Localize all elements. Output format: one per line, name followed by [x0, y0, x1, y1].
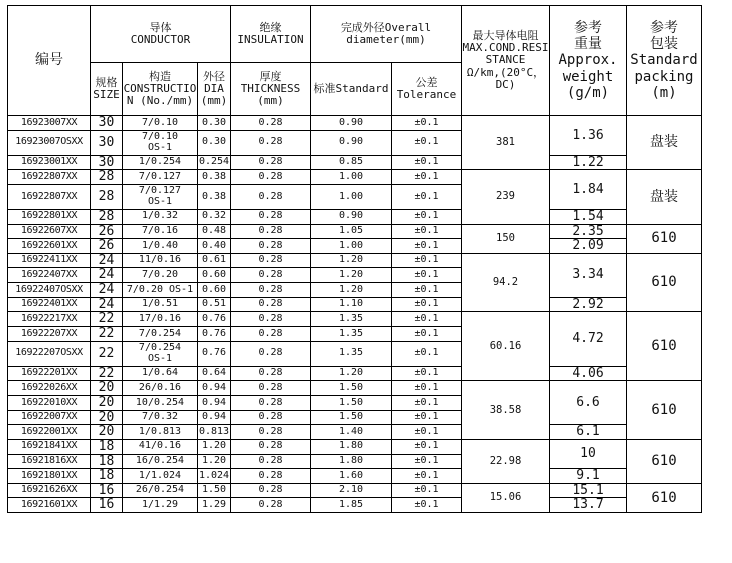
cell-code: 16922010XX — [8, 395, 91, 410]
cell-size: 18 — [91, 454, 123, 469]
cell-code: 16922217XX — [8, 312, 91, 327]
cell-code: 16923007OSXX — [8, 130, 91, 155]
cell-standard: 1.00 — [311, 184, 392, 209]
cell-code: 16922807XX — [8, 170, 91, 185]
cell-size: 24 — [91, 268, 123, 283]
cell-dia: 0.61 — [198, 253, 231, 268]
table-row — [8, 381, 702, 396]
cell-weight: 2.92 — [550, 297, 627, 312]
cell-construction: 7/0.254 — [123, 327, 198, 342]
cell-weight: 13.7 — [550, 498, 627, 513]
header-dia: 外径 DIA (mm) — [198, 63, 231, 116]
cell-size: 20 — [91, 425, 123, 440]
cell-code: 16921841XX — [8, 439, 91, 454]
cell-standard: 1.20 — [311, 366, 392, 381]
cell-size: 18 — [91, 469, 123, 484]
cell-resistance: 381 — [462, 116, 550, 170]
cell-construction: 7/0.10 OS-1 — [123, 130, 198, 155]
cell-weight: 9.1 — [550, 469, 627, 484]
cell-construction: 7/0.127 — [123, 170, 198, 185]
table-row — [8, 209, 702, 224]
cell-tolerance: ±0.1 — [392, 469, 462, 484]
cell-standard: 1.85 — [311, 498, 392, 513]
cell-code: 16923007XX — [8, 116, 91, 131]
cell-code: 16922026XX — [8, 381, 91, 396]
cell-size: 26 — [91, 239, 123, 254]
header-code: 编号 — [8, 6, 91, 116]
cell-weight: 6.6 — [550, 381, 627, 425]
cell-code: 16922601XX — [8, 239, 91, 254]
cell-packing: 610 — [627, 253, 702, 312]
cell-tolerance: ±0.1 — [392, 184, 462, 209]
cell-tolerance: ±0.1 — [392, 130, 462, 155]
cell-dia: 0.40 — [198, 239, 231, 254]
cell-weight: 1.36 — [550, 116, 627, 156]
cell-size: 16 — [91, 483, 123, 498]
cell-weight: 1.84 — [550, 170, 627, 210]
cell-standard: 1.35 — [311, 327, 392, 342]
table-row — [8, 224, 702, 239]
cell-tolerance: ±0.1 — [392, 439, 462, 454]
cell-dia: 1.20 — [198, 439, 231, 454]
cell-thickness: 0.28 — [231, 209, 311, 224]
cell-tolerance: ±0.1 — [392, 395, 462, 410]
cell-resistance: 239 — [462, 170, 550, 224]
cell-size: 30 — [91, 116, 123, 131]
cell-standard: 1.35 — [311, 312, 392, 327]
cell-dia: 0.254 — [198, 155, 231, 170]
cell-size: 20 — [91, 381, 123, 396]
cell-tolerance: ±0.1 — [392, 425, 462, 440]
cell-dia: 0.32 — [198, 209, 231, 224]
cell-dia: 1.20 — [198, 454, 231, 469]
cell-standard: 1.05 — [311, 224, 392, 239]
cell-construction: 7/0.10 — [123, 116, 198, 131]
cell-size: 24 — [91, 297, 123, 312]
cell-standard: 1.35 — [311, 341, 392, 366]
cell-weight: 10 — [550, 439, 627, 468]
cell-standard: 1.50 — [311, 381, 392, 396]
cell-construction: 7/0.127 OS-1 — [123, 184, 198, 209]
cell-thickness: 0.28 — [231, 469, 311, 484]
cell-standard: 0.90 — [311, 130, 392, 155]
cell-construction: 1/0.64 — [123, 366, 198, 381]
cell-standard: 1.80 — [311, 439, 392, 454]
cell-construction: 1/0.40 — [123, 239, 198, 254]
cell-thickness: 0.28 — [231, 130, 311, 155]
cell-resistance: 94.2 — [462, 253, 550, 312]
cell-code: 16922201XX — [8, 366, 91, 381]
cell-weight: 3.34 — [550, 253, 627, 297]
cell-weight: 2.09 — [550, 239, 627, 254]
cell-dia: 0.64 — [198, 366, 231, 381]
cell-thickness: 0.28 — [231, 483, 311, 498]
cell-construction: 26/0.254 — [123, 483, 198, 498]
table-row — [8, 297, 702, 312]
cell-tolerance: ±0.1 — [392, 312, 462, 327]
cell-dia: 0.76 — [198, 341, 231, 366]
cell-weight: 15.1 — [550, 483, 627, 498]
cell-dia: 0.76 — [198, 312, 231, 327]
cell-tolerance: ±0.1 — [392, 498, 462, 513]
cell-standard: 1.10 — [311, 297, 392, 312]
cell-tolerance: ±0.1 — [392, 224, 462, 239]
cell-thickness: 0.28 — [231, 268, 311, 283]
cell-dia: 0.38 — [198, 184, 231, 209]
cell-thickness: 0.28 — [231, 410, 311, 425]
cell-thickness: 0.28 — [231, 283, 311, 298]
cell-dia: 0.94 — [198, 395, 231, 410]
cell-code: 16922007XX — [8, 410, 91, 425]
cell-resistance: 22.98 — [462, 439, 550, 483]
cell-weight: 4.06 — [550, 366, 627, 381]
cell-thickness: 0.28 — [231, 454, 311, 469]
header-overall-diameter: 完成外径Overall diameter(mm) — [311, 6, 462, 63]
cell-thickness: 0.28 — [231, 425, 311, 440]
cell-tolerance: ±0.1 — [392, 297, 462, 312]
cell-construction: 10/0.254 — [123, 395, 198, 410]
cell-dia: 0.60 — [198, 268, 231, 283]
cell-dia: 0.38 — [198, 170, 231, 185]
cell-thickness: 0.28 — [231, 116, 311, 131]
cell-construction: 11/0.16 — [123, 253, 198, 268]
cell-thickness: 0.28 — [231, 297, 311, 312]
cell-size: 30 — [91, 130, 123, 155]
cell-thickness: 0.28 — [231, 170, 311, 185]
cell-dia: 0.30 — [198, 116, 231, 131]
header-conductor: 导体 CONDUCTOR — [91, 6, 231, 63]
cell-dia: 0.51 — [198, 297, 231, 312]
cell-standard: 0.85 — [311, 155, 392, 170]
cell-code: 16922807XX — [8, 184, 91, 209]
cell-size: 22 — [91, 341, 123, 366]
cell-tolerance: ±0.1 — [392, 268, 462, 283]
header-resistance: 最大导体电阻 MAX.COND.RESI STANCE Ω/km,(20°C， DC) — [462, 6, 550, 116]
table-row — [8, 253, 702, 268]
cell-construction: 1/1.29 — [123, 498, 198, 513]
cable-spec-table — [7, 5, 702, 513]
cell-standard: 2.10 — [311, 483, 392, 498]
cell-thickness: 0.28 — [231, 395, 311, 410]
cell-dia: 0.76 — [198, 327, 231, 342]
cell-standard: 0.90 — [311, 116, 392, 131]
cell-thickness: 0.28 — [231, 341, 311, 366]
table-row — [8, 116, 702, 131]
cell-thickness: 0.28 — [231, 381, 311, 396]
cell-size: 22 — [91, 327, 123, 342]
cell-packing: 610 — [627, 312, 702, 381]
cell-construction: 16/0.254 — [123, 454, 198, 469]
cell-tolerance: ±0.1 — [392, 341, 462, 366]
cell-standard: 1.20 — [311, 283, 392, 298]
cell-standard: 0.90 — [311, 209, 392, 224]
cell-code: 16922407OSXX — [8, 283, 91, 298]
cell-dia: 0.48 — [198, 224, 231, 239]
cell-packing: 盘装 — [627, 116, 702, 170]
cell-standard: 1.40 — [311, 425, 392, 440]
table-row — [8, 366, 702, 381]
cell-construction: 1/0.51 — [123, 297, 198, 312]
cell-construction: 7/0.32 — [123, 410, 198, 425]
cell-tolerance: ±0.1 — [392, 366, 462, 381]
cell-tolerance: ±0.1 — [392, 483, 462, 498]
cell-standard: 1.80 — [311, 454, 392, 469]
cell-tolerance: ±0.1 — [392, 170, 462, 185]
cell-thickness: 0.28 — [231, 366, 311, 381]
cell-construction: 17/0.16 — [123, 312, 198, 327]
cell-dia: 0.30 — [198, 130, 231, 155]
header-packing: 参考 包装 Standard packing (m) — [627, 6, 702, 116]
header-thickness: 厚度 THICKNESS (mm) — [231, 63, 311, 116]
table-row — [8, 439, 702, 454]
cell-construction: 26/0.16 — [123, 381, 198, 396]
cell-code: 16922401XX — [8, 297, 91, 312]
table-body — [8, 116, 702, 513]
cell-resistance: 60.16 — [462, 312, 550, 381]
header-weight: 参考 重量 Approx. weight (g/m) — [550, 6, 627, 116]
cell-packing: 610 — [627, 224, 702, 253]
cell-code: 16921801XX — [8, 469, 91, 484]
table-row — [8, 498, 702, 513]
cell-construction: 1/1.024 — [123, 469, 198, 484]
cell-size: 24 — [91, 253, 123, 268]
cell-code: 16923001XX — [8, 155, 91, 170]
cell-thickness: 0.28 — [231, 327, 311, 342]
cell-construction: 1/0.32 — [123, 209, 198, 224]
cell-size: 26 — [91, 224, 123, 239]
cell-size: 20 — [91, 410, 123, 425]
cell-resistance: 15.06 — [462, 483, 550, 512]
header-insulation: 绝缘 INSULATION — [231, 6, 311, 63]
cell-code: 16922411XX — [8, 253, 91, 268]
header-tolerance: 公差 Tolerance — [392, 63, 462, 116]
cell-construction: 1/0.254 — [123, 155, 198, 170]
cell-code: 16922801XX — [8, 209, 91, 224]
cell-code: 16922207OSXX — [8, 341, 91, 366]
cell-dia: 0.813 — [198, 425, 231, 440]
cell-tolerance: ±0.1 — [392, 381, 462, 396]
cell-code: 16921816XX — [8, 454, 91, 469]
cell-tolerance: ±0.1 — [392, 454, 462, 469]
cell-resistance: 150 — [462, 224, 550, 253]
cell-standard: 1.00 — [311, 170, 392, 185]
cell-thickness: 0.28 — [231, 239, 311, 254]
cell-packing: 610 — [627, 439, 702, 483]
cell-thickness: 0.28 — [231, 155, 311, 170]
cell-size: 18 — [91, 439, 123, 454]
cell-weight: 1.54 — [550, 209, 627, 224]
table-row — [8, 155, 702, 170]
cell-tolerance: ±0.1 — [392, 239, 462, 254]
cell-dia: 0.94 — [198, 410, 231, 425]
cell-thickness: 0.28 — [231, 184, 311, 209]
cell-size: 30 — [91, 155, 123, 170]
cell-weight: 6.1 — [550, 425, 627, 440]
cell-code: 16922207XX — [8, 327, 91, 342]
cell-size: 24 — [91, 283, 123, 298]
cell-size: 28 — [91, 170, 123, 185]
cell-thickness: 0.28 — [231, 312, 311, 327]
cell-weight: 1.22 — [550, 155, 627, 170]
cell-size: 22 — [91, 366, 123, 381]
cell-construction: 7/0.20 OS-1 — [123, 283, 198, 298]
cell-dia: 1.50 — [198, 483, 231, 498]
cell-tolerance: ±0.1 — [392, 155, 462, 170]
cell-weight: 2.35 — [550, 224, 627, 239]
cell-weight: 4.72 — [550, 312, 627, 366]
header-standard: 标准Standard — [311, 63, 392, 116]
cell-code: 16921601XX — [8, 498, 91, 513]
cell-size: 22 — [91, 312, 123, 327]
cell-standard: 1.50 — [311, 410, 392, 425]
table-row — [8, 239, 702, 254]
cell-tolerance: ±0.1 — [392, 209, 462, 224]
cell-standard: 1.60 — [311, 469, 392, 484]
cell-thickness: 0.28 — [231, 439, 311, 454]
cell-construction: 7/0.254 OS-1 — [123, 341, 198, 366]
cell-packing: 610 — [627, 483, 702, 512]
cell-size: 28 — [91, 184, 123, 209]
cell-tolerance: ±0.1 — [392, 253, 462, 268]
cell-tolerance: ±0.1 — [392, 327, 462, 342]
cell-code: 16921626XX — [8, 483, 91, 498]
cell-code: 16922607XX — [8, 224, 91, 239]
cell-size: 20 — [91, 395, 123, 410]
cell-resistance: 38.58 — [462, 381, 550, 440]
cell-construction: 7/0.20 — [123, 268, 198, 283]
cell-thickness: 0.28 — [231, 224, 311, 239]
cell-standard: 1.00 — [311, 239, 392, 254]
table-row — [8, 312, 702, 327]
cell-standard: 1.50 — [311, 395, 392, 410]
cell-thickness: 0.28 — [231, 498, 311, 513]
cell-construction: 7/0.16 — [123, 224, 198, 239]
cell-tolerance: ±0.1 — [392, 116, 462, 131]
cell-tolerance: ±0.1 — [392, 283, 462, 298]
cell-construction: 41/0.16 — [123, 439, 198, 454]
table-row — [8, 483, 702, 498]
cell-code: 16922407XX — [8, 268, 91, 283]
header-construction: 构造 CONSTRUCTIO N (No./mm) — [123, 63, 198, 116]
cell-packing: 610 — [627, 381, 702, 440]
cell-packing: 盘装 — [627, 170, 702, 224]
cell-dia: 0.60 — [198, 283, 231, 298]
cell-thickness: 0.28 — [231, 253, 311, 268]
cell-size: 16 — [91, 498, 123, 513]
cell-dia: 1.29 — [198, 498, 231, 513]
cell-dia: 0.94 — [198, 381, 231, 396]
cell-standard: 1.20 — [311, 268, 392, 283]
header-size: 规格 SIZE — [91, 63, 123, 116]
cell-construction: 1/0.813 — [123, 425, 198, 440]
table-row — [8, 170, 702, 185]
cell-standard: 1.20 — [311, 253, 392, 268]
cell-code: 16922001XX — [8, 425, 91, 440]
table-row — [8, 469, 702, 484]
cell-size: 28 — [91, 209, 123, 224]
cell-dia: 1.024 — [198, 469, 231, 484]
cell-tolerance: ±0.1 — [392, 410, 462, 425]
table-row — [8, 425, 702, 440]
